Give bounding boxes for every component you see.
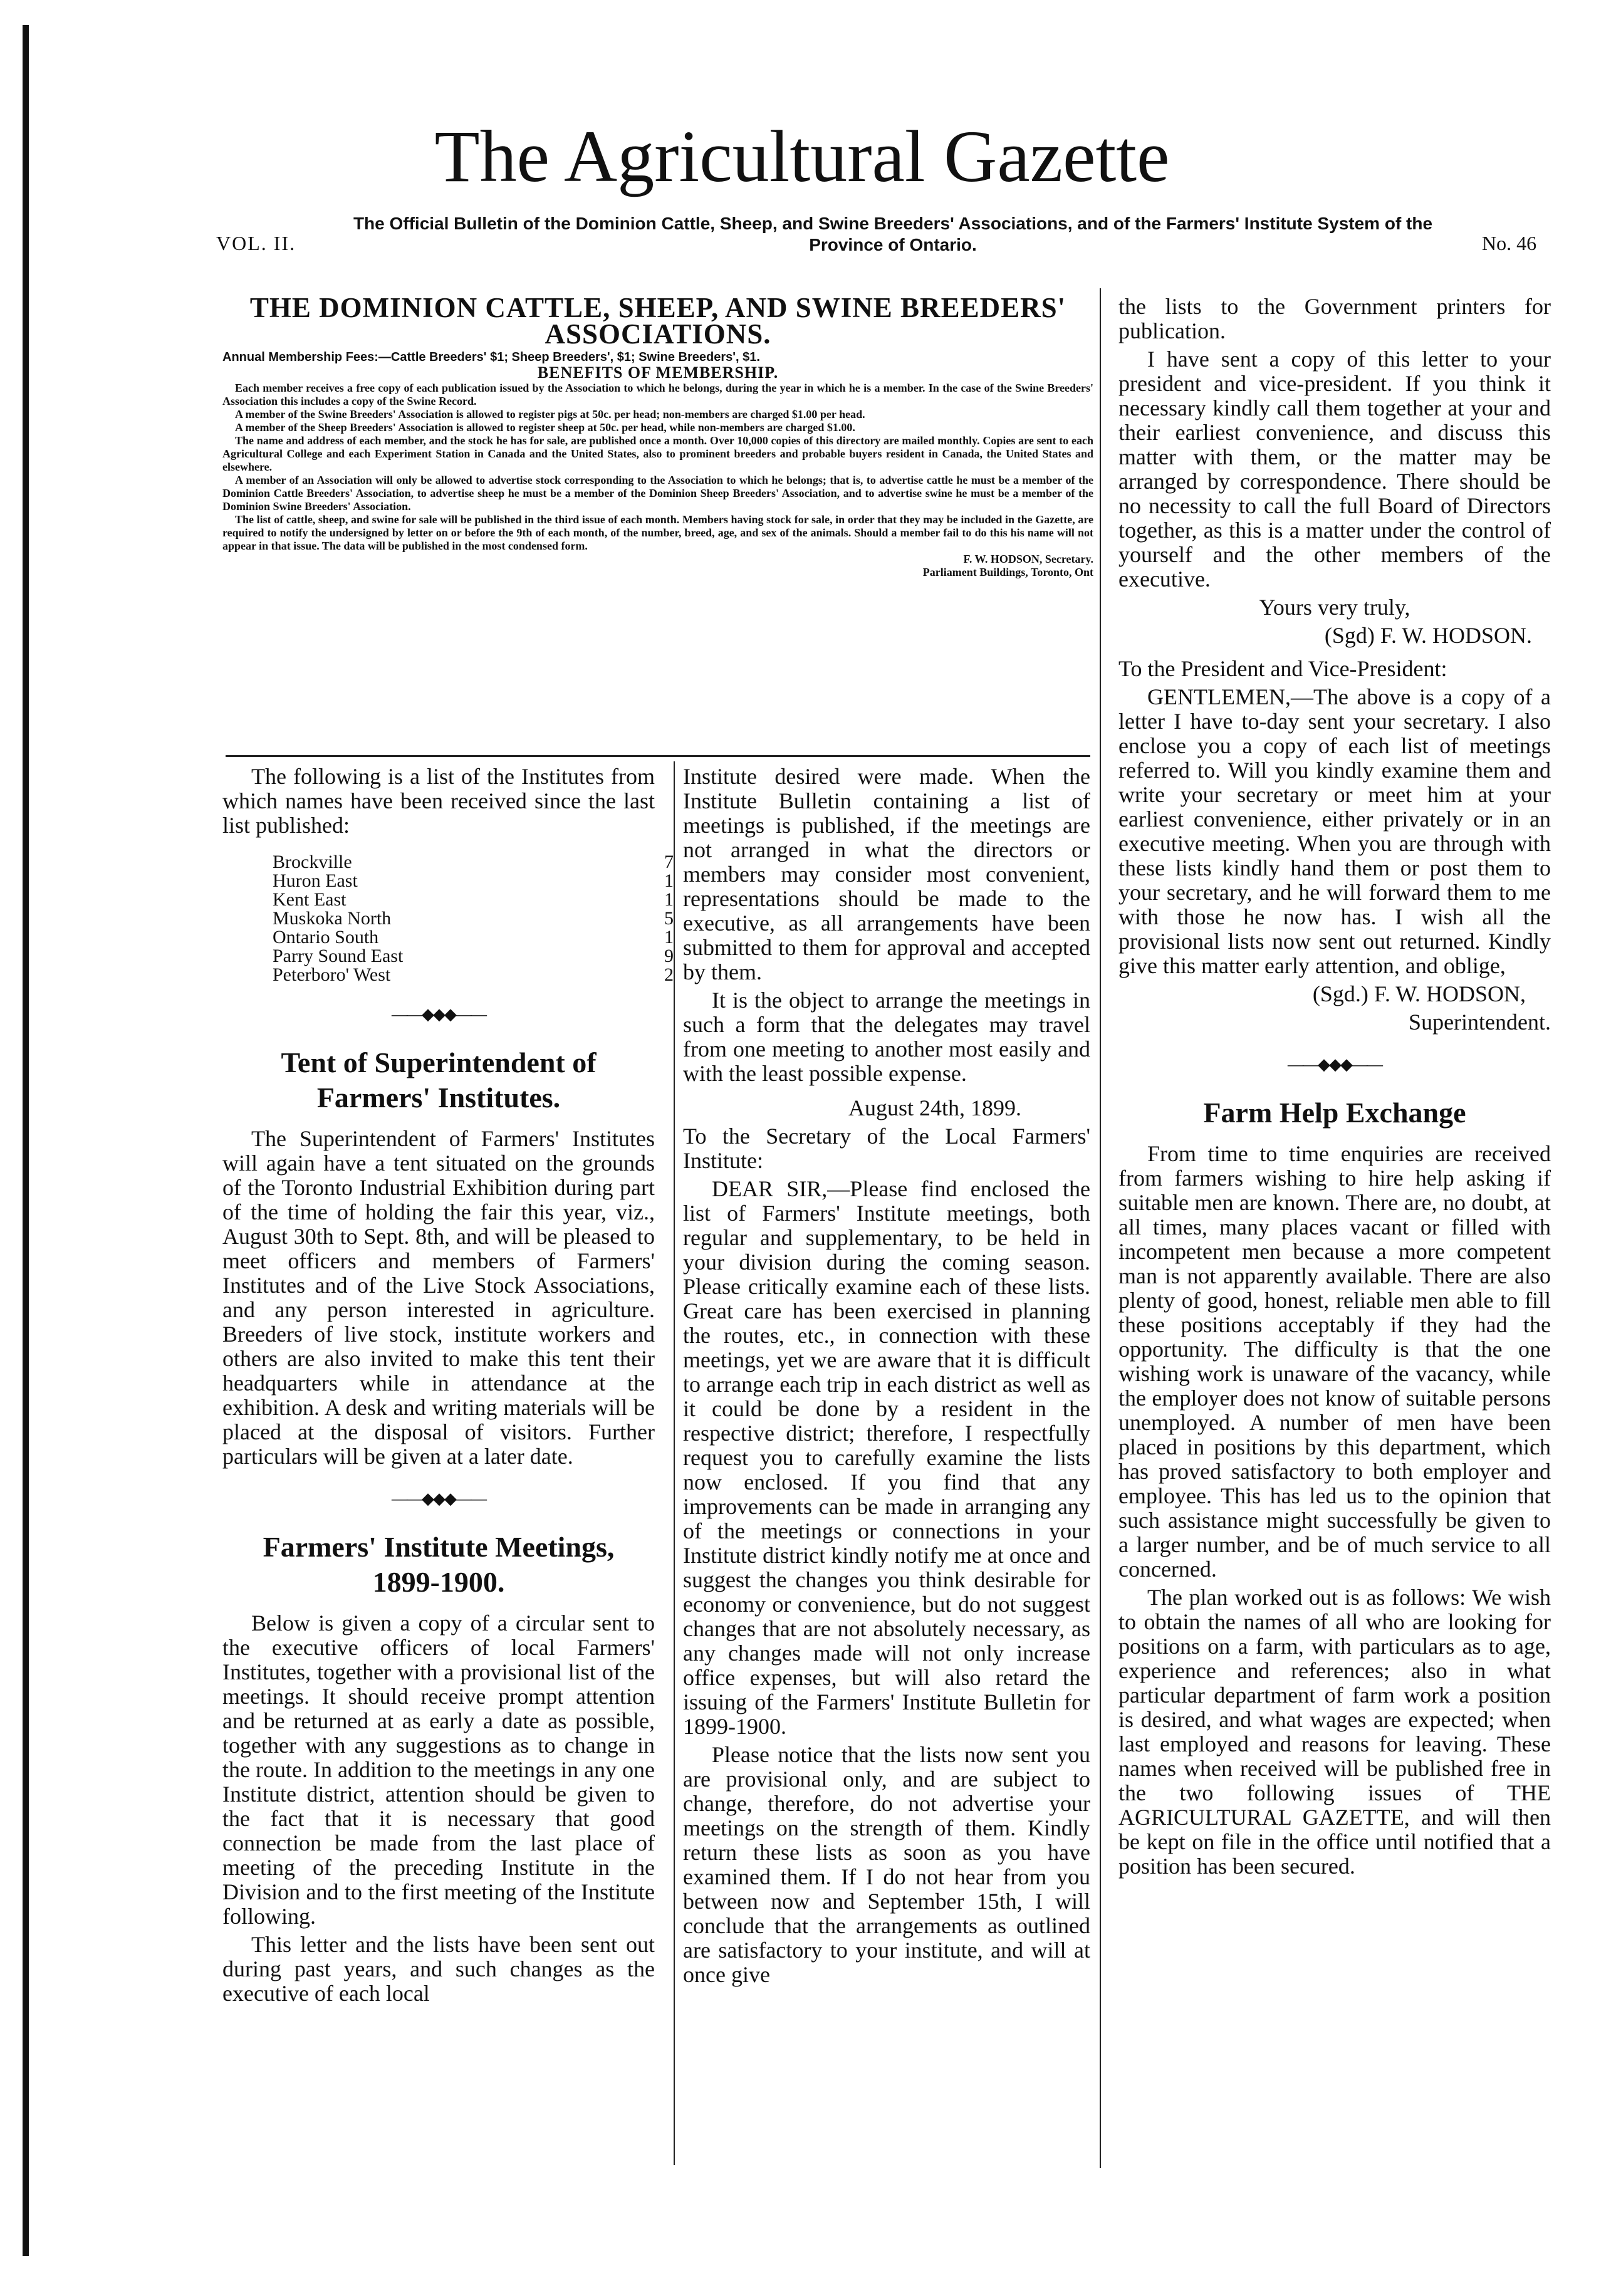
column-one: [222, 764, 674, 2010]
letter-date: August 24th, 1899.: [848, 1095, 1021, 1120]
secretary-address: Parliament Buildings, Toronto, Ont: [922, 566, 1093, 578]
letter-signature: (Sgd) F. W. HODSON.: [1324, 623, 1532, 648]
letter-paragraph: DEAR SIR,—Please find enclosed the list of Farmers' Institute meetings, both regular and supplementary, to be held in your division during the coming season. Please critically examine each of these lists. Great care has been exercised in planning the routes, etc., in connection with these meetings, yet we are aware that it is difficult to arrange each trip in each district as well as it could be done by a resident in the respective district; therefore, I respectfully request you to carefully examine the lists now enclosed. If you find that any improvements can be made in arranging any of the meetings or connections in your Institute district kindly notify me at once and suggest the changes you think desirable for economy or convenience, but do not suggest changes that are not absolutely necessary, as any changes made will not only increase office expenses, but will also retard the issuing of the Farmers' Institute Bulletin for 1899-1900.: [683, 1176, 1090, 1739]
issue-number: No. 46: [1482, 232, 1537, 254]
article-paragraph: Institute desired were made. When the Institute Bulletin containing a list of meetings is published, if the meetings are not arranged in what the directors or members may consider most convenient, representations should be made to the executive, as all arrangements have been submitted to them for approval and accepted by them.: [683, 764, 1090, 984]
letter-closing: Yours very truly,: [1259, 595, 1410, 620]
benefit-paragraph: A member of the Swine Breeders' Association is allowed to register pigs at 50c. per head; non-members are charged $1.00 per head.: [235, 408, 865, 420]
benefit-paragraph: Each member receives a free copy of each publication issued by the Association to which he belongs, during the year in which he is a member. In the case of the Swine Breeders' Association this includes a copy of the Swine Record.: [222, 382, 1093, 407]
meetings-paragraph: This letter and the lists have been sent out during past years, and such changes as the executive of each local: [222, 1932, 655, 2006]
secretary-signature: F. W. HODSON, Secretary.: [963, 553, 1093, 565]
volume-number: VOL. II.: [216, 232, 296, 254]
tent-heading: Tent of Superintendent of Farmers' Institutes.: [281, 1046, 597, 1114]
letter-paragraph: the lists to the Government printers for publication.: [1118, 294, 1551, 343]
page-spine-edge: [23, 25, 29, 2256]
benefits-heading: BENEFITS OF MEMBERSHIP.: [537, 363, 779, 382]
associations-notice: [222, 292, 1093, 579]
letter-addressee: To the President and Vice-President:: [1118, 656, 1447, 681]
masthead-title: The Agricultural Gazette: [434, 115, 1170, 197]
meetings-heading: Farmers' Institute Meetings, 1899-1900.: [263, 1531, 615, 1598]
section-divider: [226, 755, 1090, 757]
farm-help-paragraph: The plan worked out is as follows: We wish to obtain the names of all who are looking for positions on a farm, with particulars as to age, experience and references; also in what particular department of farm work a position is desired, and what wages are expected; when last employed and reasons for leaving. These names when received will be published free in the two following issues of THE AGRICULTURAL GAZETTE, and will then be kept on file in the office until notified that a position has been secured.: [1118, 1585, 1551, 1879]
ornament-divider: ——◆◆◆——: [392, 1005, 486, 1023]
list-item: Brockville 7: [273, 852, 674, 872]
letter-signature-title: Superintendent.: [1409, 1010, 1551, 1035]
article-paragraph: It is the object to arrange the meetings in such a form that the delegates may travel from one meeting to another most easily and with the least possible expense.: [683, 988, 1090, 1086]
benefit-paragraph: The list of cattle, sheep, and swine for sale will be published in the third issue of each month. Members having stock for sale, in order that they may be included in the Gazette, are required to notify the undersigned by letter on or before the 9th of each month, of the number, breed, age, and sex of the animals. Should a member fail to do this his name will not appear in that issue. The data will be published in the most condensed form.: [222, 513, 1093, 552]
column-rule: [1100, 288, 1101, 2168]
institutes-list: [273, 853, 674, 984]
list-item: Ontario South 1: [273, 927, 674, 947]
list-item: Kent East 1: [273, 889, 674, 910]
masthead-subtitle: The Official Bulletin of the Dominion Cattle, Sheep, and Swine Breeders' Associations, and of the Farmers' Institute System of the Province of Ontario.: [353, 214, 1433, 254]
associations-heading: THE DOMINION CATTLE, SHEEP, AND SWINE BREEDERS' ASSOCIATIONS.: [249, 292, 1066, 350]
column-rule: [674, 761, 675, 2165]
column-two: [683, 764, 1090, 1991]
benefit-paragraph: A member of the Sheep Breeders' Association is allowed to register sheep at 50c. per head, while non-members are charged $1.00.: [235, 421, 855, 434]
letter-paragraph: GENTLEMEN,—The above is a copy of a letter I have to-day sent your secretary. I also enclose you a copy of each list of meetings referred to. Will you kindly examine them and write your secretary or meet him at your earliest convenience, either privately or in an executive meeting. When you are through with these lists kindly hand them or post them to your secretary, and he will forward them to me with those he now has. I wish all the provisional lists now sent out returned. Kindly give this matter early attention, and oblige,: [1118, 684, 1551, 978]
letter-signature: (Sgd.) F. W. HODSON,: [1312, 981, 1526, 1006]
institutes-intro: The following is a list of the Institutes from which names have been received since the last list published:: [222, 764, 655, 838]
list-item: Peterboro' West 2: [273, 964, 674, 985]
letter-paragraph: Please notice that the lists now sent you are provisional only, and are subject to change, therefore, do not advertise your meetings on the strength of them. Kindly return these lists as soon as you have examined them. If I do not hear from you between now and September 15th, I will conclude that the arrangements as outlined are satisfactory to your institute, and will at once give: [683, 1742, 1090, 1987]
benefit-paragraph: A member of an Association will only be allowed to advertise stock corresponding to the Association to which he belongs; that is, to advertise cattle he must be a member of the Dominion Cattle Breeders' Association, to advertise sheep he must be a member of the Dominion Sheep Breeders' Association, and to advertise swine he must be a member of the Dominion Swine Breeders' Association.: [222, 474, 1093, 513]
farm-help-heading: Farm Help Exchange: [1203, 1097, 1466, 1129]
letter-paragraph: I have sent a copy of this letter to your president and vice-president. If you think it necessary kindly call them together at your and their earliest convenience, and discuss this matter with them, or the matter may be arranged by correspondence. There should be no necessity to call the full Board of Directors together, as this is a matter under the control of yourself and the other members of the executive.: [1118, 347, 1551, 592]
column-three: [1118, 295, 1551, 1882]
membership-fees: Annual Membership Fees:—Cattle Breeders' $1; Sheep Breeders', $1; Swine Breeders', $1.: [222, 350, 760, 364]
ornament-divider: ——◆◆◆——: [1288, 1055, 1382, 1073]
letter-addressee: To the Secretary of the Local Farmers' Institute:: [683, 1124, 1090, 1173]
benefit-paragraph: The name and address of each member, and the stock he has for sale, are published once a month. Over 10,000 copies of this directory are mailed monthly. Copies are sent to each Agricultural College and each Experiment Station in Canada and the United States, also to prominent breeders and probable buyers resident in Canada, the United States and elsewhere.: [222, 434, 1093, 473]
list-item: Parry Sound East 9: [273, 946, 674, 966]
list-item: Huron East 1: [273, 870, 674, 891]
list-item: Muskoka North 5: [273, 908, 674, 929]
tent-paragraph: The Superintendent of Farmers' Institutes will again have a tent situated on the grounds of the Toronto Industrial Exhibition during part of the time of holding the fair this year, viz., August 30th to Sept. 8th, and will be pleased to meet officers and members of Farmers' Institutes and of the Live Stock Associations, and any person interested in agriculture. Breeders of live stock, institute workers and others are also invited to make this tent their headquarters while in attendance at the exhibition. A desk and writing materials will be placed at the disposal of visitors. Further particulars will be given at a later date.: [222, 1126, 655, 1469]
meetings-paragraph: Below is given a copy of a circular sent to the executive officers of local Farmers' Institutes, together with a provisional list of the meetings. It should receive prompt attention and be returned at as early a date as possible, together with any suggestions as to change in the route. In addition to the meetings in any one Institute district, attention should be given to the fact that it is necessary that good connection be made from the last place of meeting of the preceding Institute in the Division and to the first meeting of the Institute following.: [222, 1610, 655, 1929]
ornament-divider: ——◆◆◆——: [392, 1490, 486, 1508]
farm-help-paragraph: From time to time enquiries are received from farmers wishing to hire help asking if suitable men are known. There are, no doubt, at all times, many places vacant or filled with incompetent men because a more competent man is not apparently available. There are also plenty of good, honest, reliable men able to fill these positions acceptably if they had the opportunity. The difficulty is that the one wishing work is unaware of the vacancy, while the employer does not know of suitable persons unemployed. A number of men have been placed in positions by this department, which has proved satisfactory to both employer and employee. This has led us to the opinion that such assistance might successfully be given to a larger number, and be of much service to all concerned.: [1118, 1141, 1551, 1582]
